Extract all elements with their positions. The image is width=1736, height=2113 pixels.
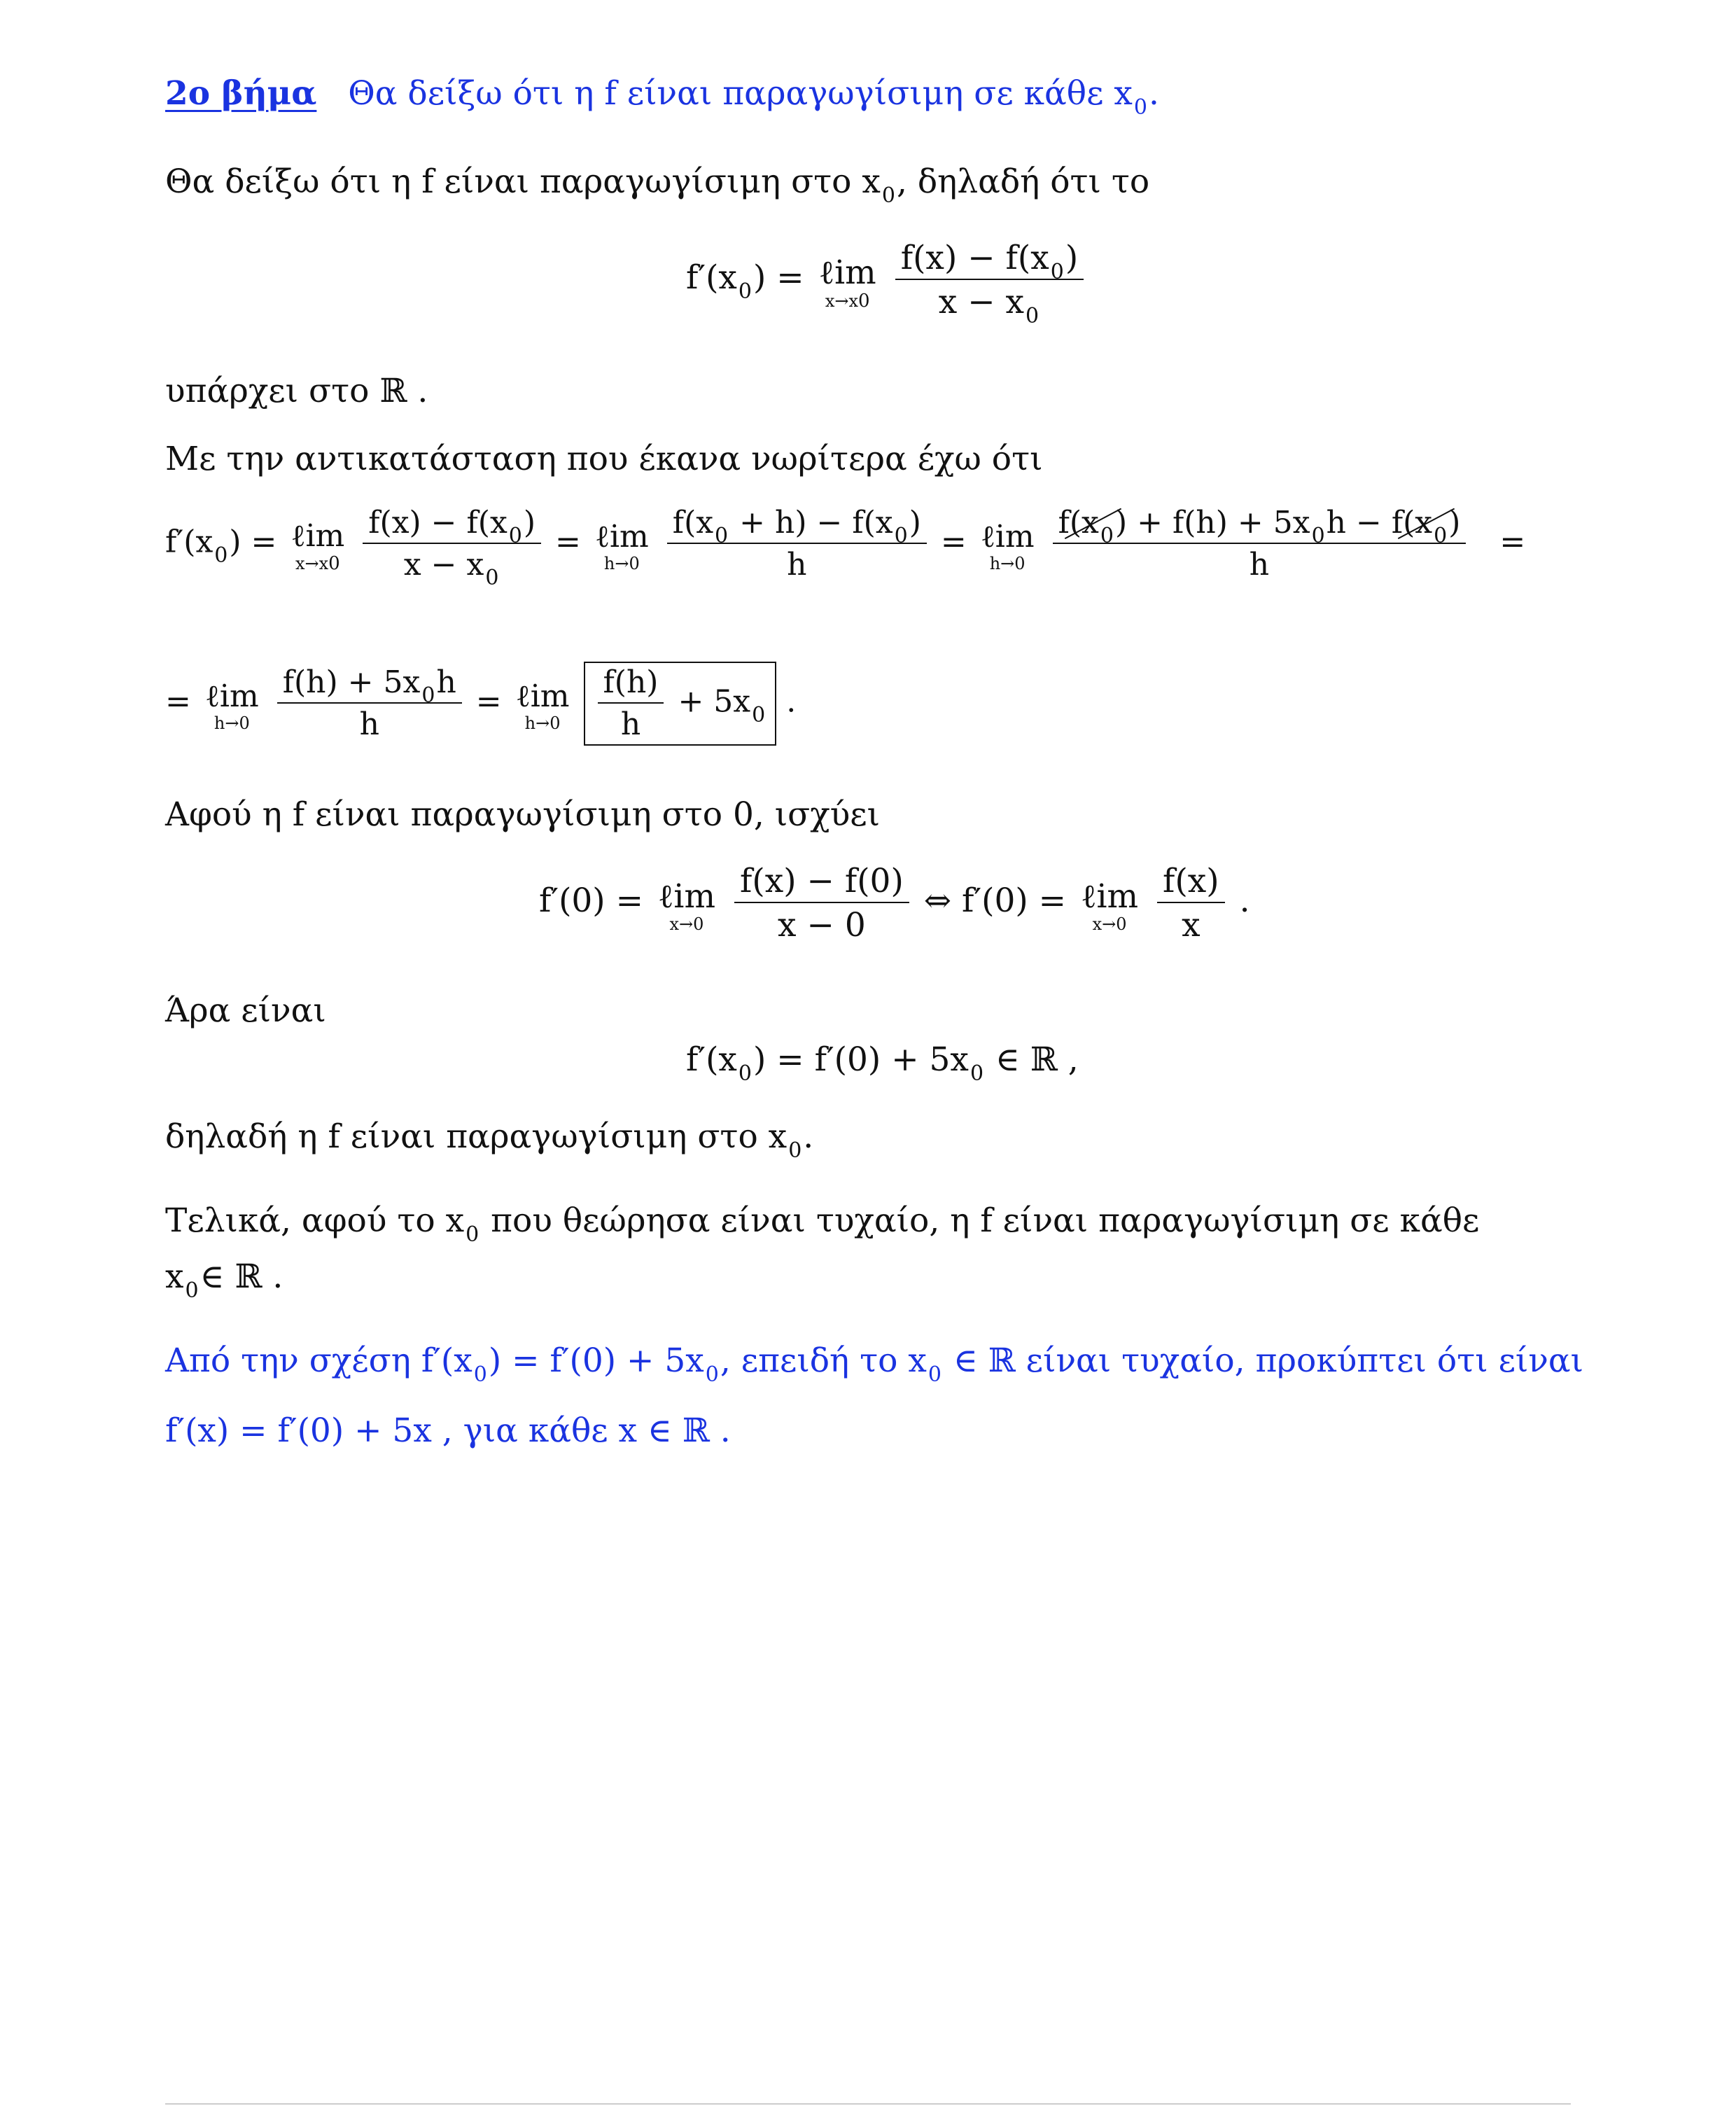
equation-derivative-definition: $f'(x_0)$ = ℓim x→x0 $\frac{f(x) - f(x_0)}{x - x_0}$	[686, 242, 1088, 319]
step-heading-text: Θα δείξω ότι η f είναι παραγωγίσιμη σε κάθε x	[348, 74, 1133, 113]
equation-result: $f'(x_0) = f'(0) + 5x_0$ ∈ ℝ ,	[686, 1040, 1079, 1086]
step-heading: 2ο βήμα Θα δείξω ότι η f είναι παραγωγίσιμη σε κάθε $x_0$.	[165, 74, 1159, 120]
paragraph-4: Αφού η f είναι παραγωγίσιμη στο 0, ισχύει	[165, 795, 881, 834]
paragraph-7-line-2: $x_0\in$ ℝ .	[165, 1257, 284, 1303]
paragraph-6: δηλαδή η f είναι παραγωγίσιμη στο $x_0$.	[165, 1117, 814, 1163]
equation-derivative-at-zero: f′(0) = ℓim x→0 $\frac{f(x) - f(0)}{x - 0}$ ⇔ f′(0) = ℓim x→0 $\frac{f(x)}{x}$ .	[539, 862, 1250, 944]
equation-substitution: $f'(x_0)$ = ℓim x→x0 $\frac{f(x) - f(x_0)}{x - x_0}$ = ℓim h→0 $\frac{f(x_0 + h) - f(x_0)}{h}$ = ℓim h→0 $\frac{f(x_0) + f(h) + 5x_0h - f(x_0)}{h}$ =	[165, 505, 1526, 590]
paragraph-3: Με την αντικατάσταση που έκανα νωρίτερα έχω ότι	[165, 440, 1043, 478]
paragraph-7: Τελικά, αφού το $x_0$ που θεώρησα είναι τυχαίο, η f είναι παραγωγίσιμη σε κάθε	[165, 1201, 1480, 1247]
paragraph-8: Από την σχέση $f'(x_0) = f'(0) + 5x_0$, επειδή το $x_0$ ∈ ℝ είναι τυχαίο, προκύπτει ότι είναι	[165, 1341, 1584, 1387]
paragraph-2: υπάρχει στο ℝ .	[165, 372, 428, 410]
footer-divider	[165, 2103, 1571, 2105]
paragraph-5: Άρα είναι	[165, 991, 326, 1030]
paragraph-8-line-2: f′(x) = f′(0) + 5x , για κάθε x ∈ ℝ .	[165, 1411, 731, 1450]
equation-simplified: = ℓim h→0 $\frac{f(h) + 5x_0h}{h}$ = ℓim h→0 $\frac{f(h)}{h}$ + $5x_0$ .	[165, 662, 796, 746]
paragraph-1: Θα δείξω ότι η f είναι παραγωγίσιμη στο $x_0$, δηλαδή ότι το	[165, 162, 1150, 208]
step-label: 2ο βήμα	[165, 74, 317, 113]
